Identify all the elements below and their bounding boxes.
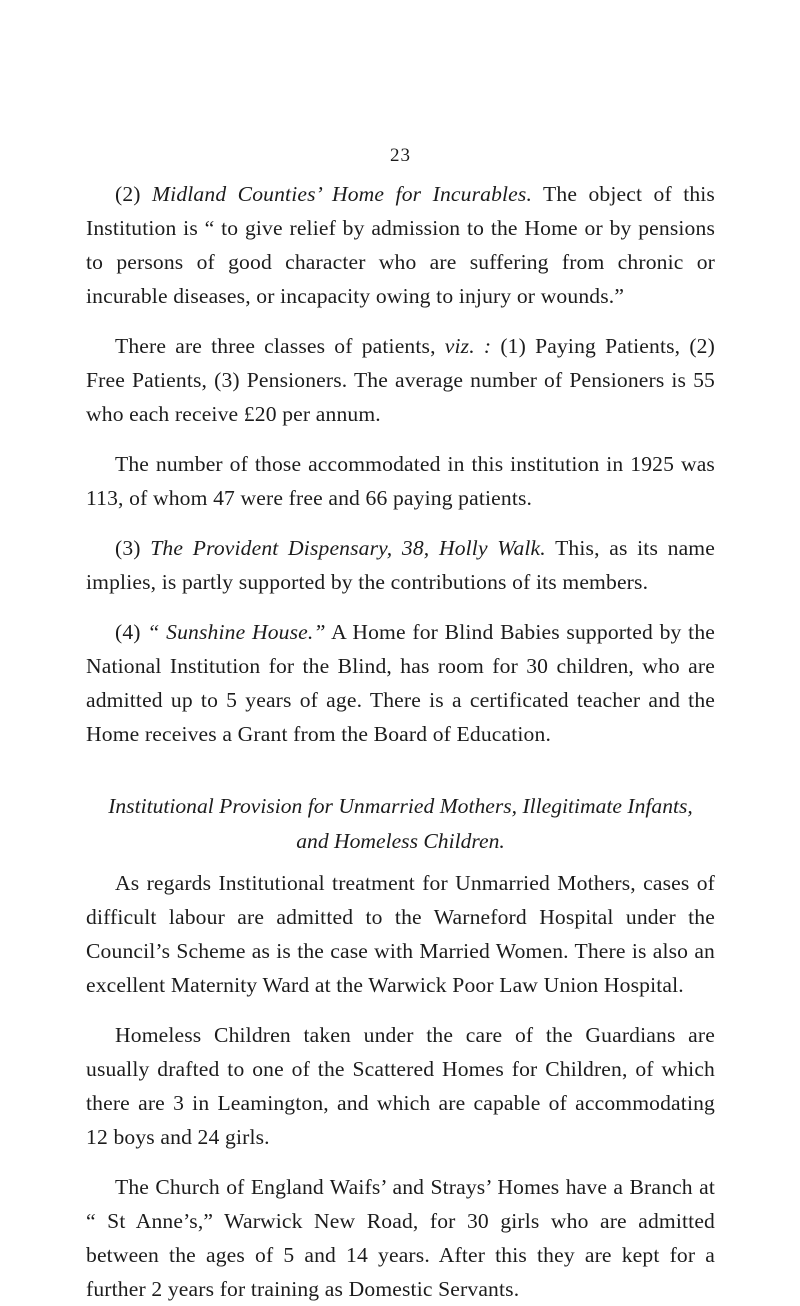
viz-abbreviation: viz. : bbox=[444, 334, 492, 358]
paragraph-sunshine-house bbox=[86, 615, 715, 751]
item-title: The Provident Dispensary, 38, Holly Walk. bbox=[150, 536, 546, 560]
text-fragment: (1) Paying Patients, (2) Free Patients, (3) Pensioners. The average number of Pensioners is 55 who each receive £20 per annum. bbox=[86, 334, 715, 426]
paragraph-unmarried-mothers: As regards Institutional treatment for Unmarried Mothers, cases of difficult labour are admitted to the Warneford Hospital under the Council’s Scheme as is the case with Married Women. There is also an excellent Maternity Ward at the Warwick Poor Law Union Hospital. bbox=[86, 871, 715, 997]
item-body: This, as its name implies, is partly supported by the contributions of its members. bbox=[86, 536, 715, 594]
item-number: (4) bbox=[115, 620, 141, 644]
page-number: 23 bbox=[390, 145, 411, 166]
text-fragment: There are three classes of patients, bbox=[115, 334, 436, 358]
section-heading-line: Institutional Provision for Unmarried Mothers, Illegitimate Infants, bbox=[108, 794, 693, 818]
paragraph-patient-classes bbox=[86, 329, 715, 431]
item-title: “ Sunshine House.” bbox=[147, 620, 326, 644]
section-heading bbox=[86, 789, 715, 859]
item-body: A Home for Blind Babies supported by the National Institution for the Blind, has room for 30 children, who are admitted up to 5 years of age. There is a certificated teacher and the Home receives a Grant from the Board of Education. bbox=[86, 620, 715, 746]
paragraph-midland-counties bbox=[86, 177, 715, 313]
item-body: The object of this Institution is “ to give relief by admission to the Home or by pensions to persons of good character who are suffering from chronic or incurable diseases, or incapacity owing to injury or wounds.” bbox=[86, 182, 715, 308]
paragraph-homeless-children: Homeless Children taken under the care of the Guardians are usually drafted to one of the Scattered Homes for Children, of which there are 3 in Leamington, and which are capable of accommodating 12 boys and 24 girls. bbox=[86, 1023, 715, 1149]
paragraph-waifs-and-strays: The Church of England Waifs’ and Strays’ Homes have a Branch at “ St Anne’s,” Warwick New Road, for 30 girls who are admitted between the ages of 5 and 14 years. After this they are kept for a further 2 years for training as Domestic Servants. bbox=[86, 1175, 715, 1301]
paragraph-accommodated: The number of those accommodated in this institution in 1925 was 113, of whom 47 were free and 66 paying patients. bbox=[86, 452, 715, 510]
section-heading-line: and Homeless Children. bbox=[296, 829, 505, 853]
item-number: (3) bbox=[115, 536, 141, 560]
item-number: (2) bbox=[115, 182, 141, 206]
paragraph-provident-dispensary bbox=[86, 531, 715, 599]
item-title: Midland Counties’ Home for Incurables. bbox=[152, 182, 533, 206]
